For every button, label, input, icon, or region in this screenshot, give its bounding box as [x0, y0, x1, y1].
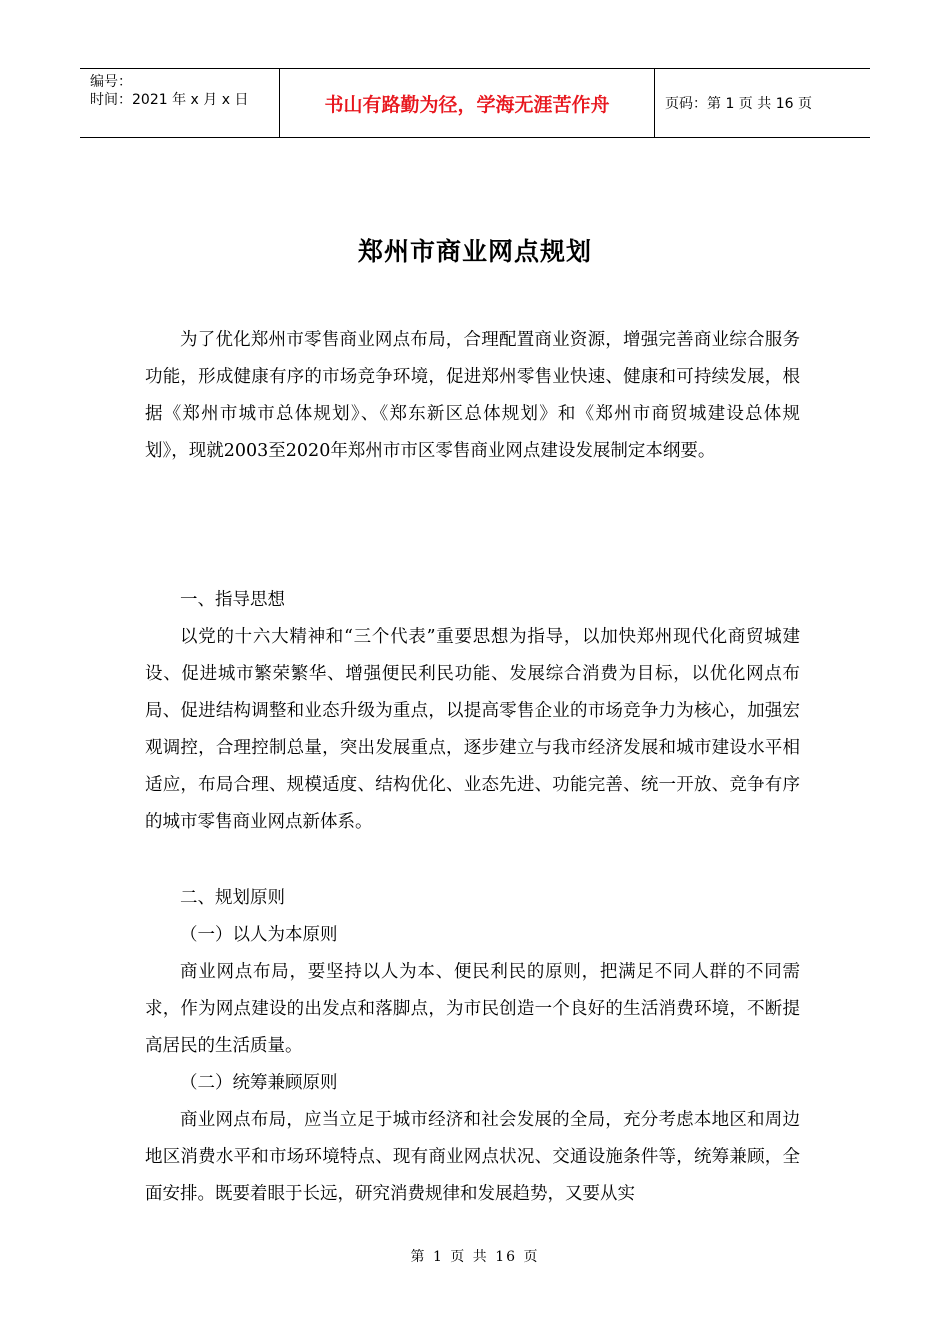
- section-heading-guiding-thought: 一、指导思想: [180, 590, 285, 610]
- guiding-thought-paragraph: 以党的十六大精神和“三个代表”重要思想为指导，以加快郑州现代化商贸城建设、促进城市繁荣繁华、增强便民利民功能、发展综合消费为目标，以优化网点布局、促进结构调整和业态升级为重点，以提高零售企业的市场竞争力为核心，加强宏观调控，合理控制总量，突出发展重点，逐步建立与我市经济发展和城市建设水平相适应，布局合理、规模适度、结构优化、业态先进、功能完善、统一开放、竞争有序的城市零售商业网点新体系。: [145, 627, 800, 832]
- section-heading-principles: 二、规划原则: [180, 888, 285, 908]
- document-time-label: 时间：2021 年 x 月 x 日: [90, 92, 249, 108]
- subsection-heading-people-oriented: （一）以人为本原则: [180, 925, 338, 945]
- page-footer: 第 1 页 共 16 页: [410, 1249, 540, 1265]
- intro-paragraph: 为了优化郑州市零售商业网点布局，合理配置商业资源，增强完善商业综合服务功能，形成健康有序的市场竞争环境，促进郑州零售业快速、健康和可持续发展，根据《郑州市城市总体规划》、《郑东新区总体规划》和《郑州市商贸城建设总体规划》，现就2003至2020年郑州市市区零售商业网点建设发展制定本纲要。: [145, 330, 800, 461]
- document-title: 郑州市商业网点规划: [357, 237, 592, 266]
- document-number-label: 编号：: [90, 74, 132, 90]
- header-page-info: 页码：第 1 页 共 16 页: [665, 96, 812, 112]
- header-motto: 书山有路勤为径，学海无涯苦作舟: [280, 69, 655, 137]
- header-meta: [80, 69, 280, 137]
- subsection-heading-overall-planning: （二）统筹兼顾原则: [180, 1073, 338, 1093]
- page-header: [80, 68, 870, 138]
- people-oriented-paragraph: 商业网点布局，要坚持以人为本、便民利民的原则，把满足不同人群的不同需求，作为网点建设的出发点和落脚点，为市民创造一个良好的生活消费环境，不断提高居民的生活质量。: [145, 962, 800, 1056]
- overall-planning-paragraph: 商业网点布局，应当立足于城市经济和社会发展的全局，充分考虑本地区和周边地区消费水平和市场环境特点、现有商业网点状况、交通设施条件等，统筹兼顾，全面安排。既要着眼于长远，研究消费规律和发展趋势，又要从实: [145, 1110, 800, 1204]
